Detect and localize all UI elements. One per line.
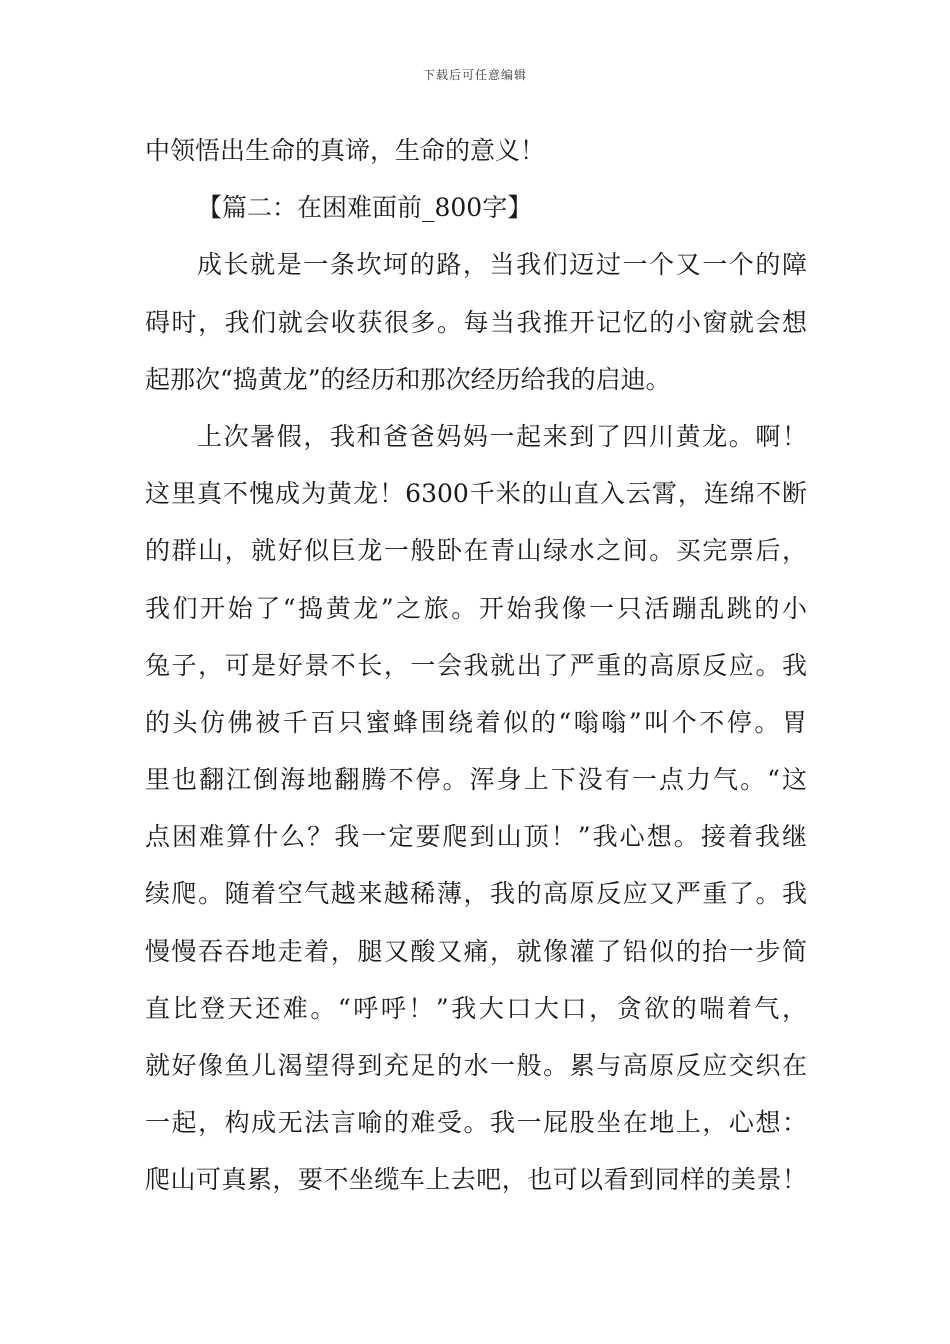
text-line: 起那次“捣黄龙”的经历和那次经历给我的启迪。 [145,364,671,394]
text-line: 续爬。随着空气越来越稀薄，我的高原反应又严重了。我 [145,879,807,909]
text-line: 成长就是一条坎坷的路，当我们迈过一个又一个的障 [197,250,807,280]
text-line: 一起，构成无法言喻的难受。我一屁股坐在地上，心想： [145,1108,807,1138]
text-line: 里也翻江倒海地翻腾不停。浑身上下没有一点力气。“这 [145,765,807,795]
section-heading: 【篇二：在困难面前_800字】 [197,193,533,223]
text-line: 中领悟出生命的真谛，生命的意义！ [145,136,546,165]
text-line: 上次暑假，我和爸爸妈妈一起来到了四川黄龙。啊！ [197,421,807,451]
text-line: 的群山，就好似巨龙一般卧在青山绿水之间。买完票后， [145,536,807,566]
document-body [145,122,807,1209]
text-line: 的头仿佛被千百只蜜蜂围绕着似的“嗡嗡”叫个不停。胃 [145,707,807,737]
text-line: 爬山可真累，要不坐缆车上去吧，也可以看到同样的美景！ [145,1165,807,1195]
page-header: 下载后可任意编辑 [422,68,527,82]
text-line: 慢慢吞吞地走着，腿又酸又痛，就像灌了铅似的抬一步简 [145,936,807,966]
text-line: 我们开始了“捣黄龙”之旅。开始我像一只活蹦乱跳的小 [145,593,807,623]
text-line: 这里真不愧成为黄龙！6300千米的山直入云霄，连绵不断 [145,479,807,509]
text-line: 直比登天还难。“呼呼！”我大口大口，贪欲的喘着气， [145,993,807,1023]
text-line: 点困难算什么？我一定要爬到山顶！”我心想。接着我继 [145,822,807,852]
text-line: 兔子，可是好景不长，一会我就出了严重的高原反应。我 [145,650,807,680]
text-line: 就好像鱼儿渴望得到充足的水一般。累与高原反应交织在 [145,1051,807,1080]
text-line: 碍时，我们就会收获很多。每当我推开记忆的小窗就会想 [145,307,807,337]
